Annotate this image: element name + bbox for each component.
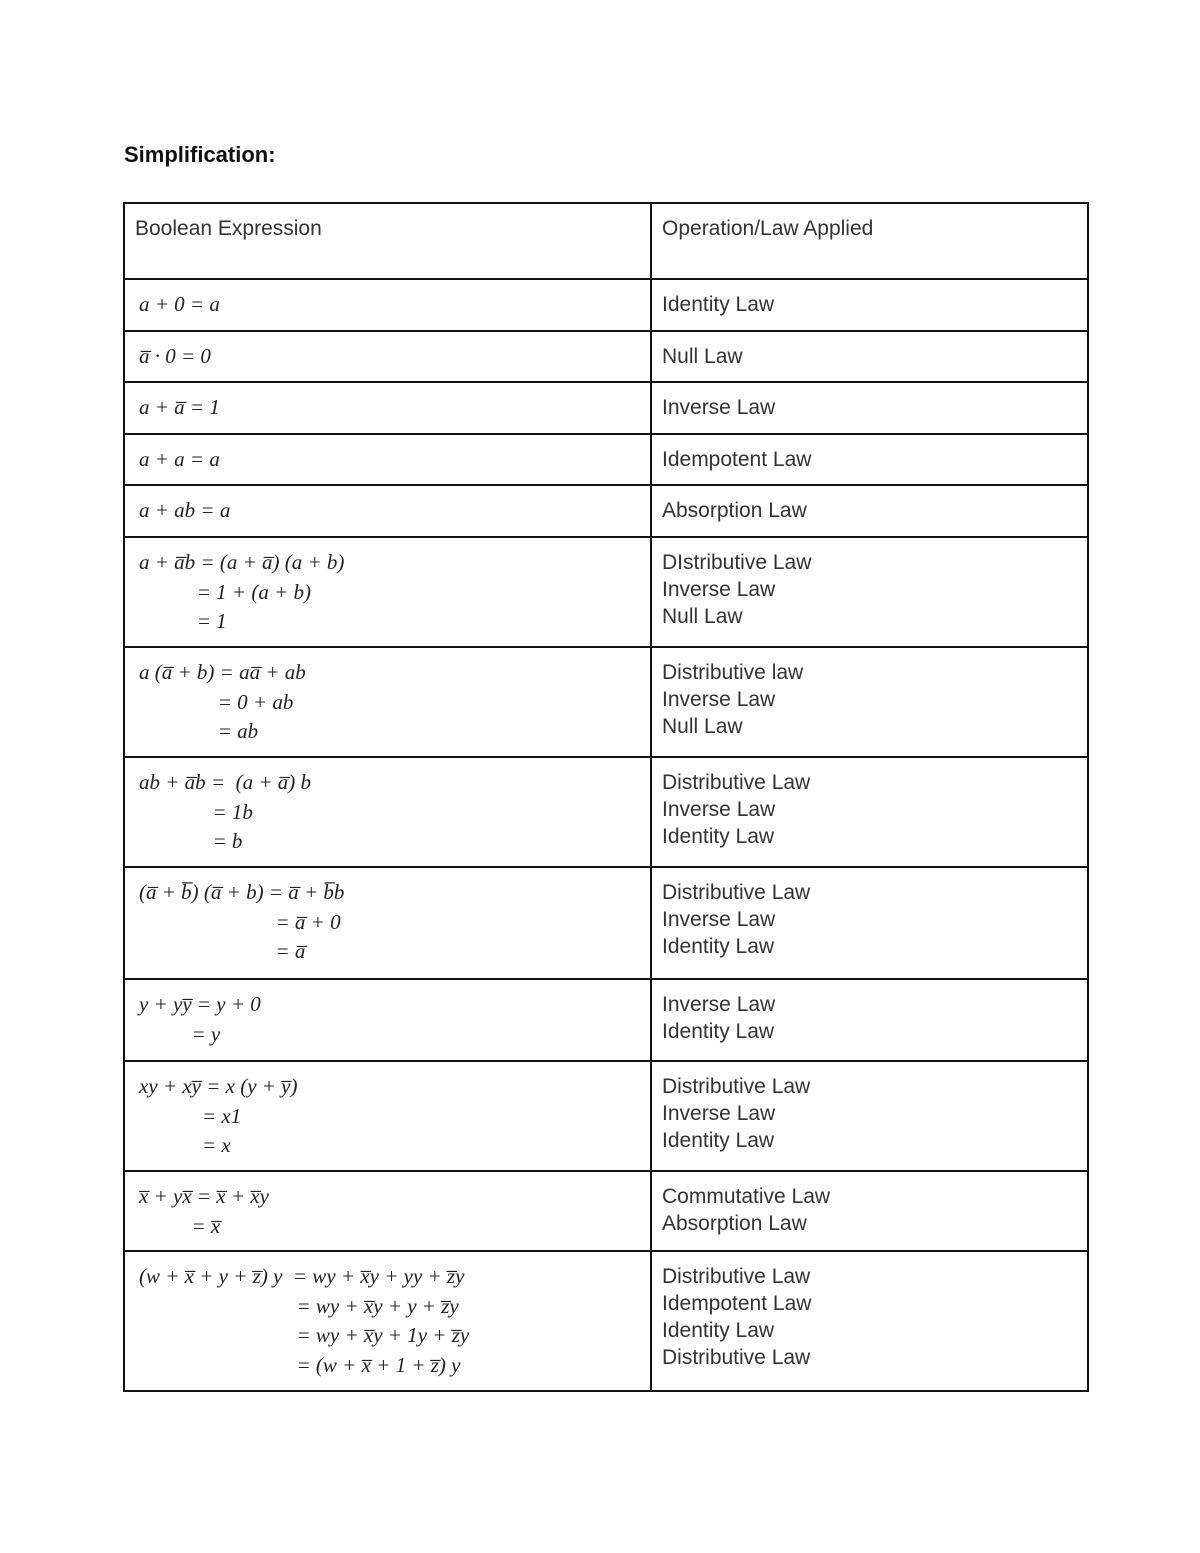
law-cell — [651, 434, 1088, 485]
law-name: Idempotent Law — [662, 1292, 812, 1315]
expression-line: = (w + x̅ + 1 + z̅) y — [139, 1352, 461, 1377]
expression-cell — [124, 647, 651, 757]
expression-cell — [124, 867, 651, 979]
table-row — [124, 979, 1088, 1061]
law-list — [652, 1252, 1087, 1371]
law-name: Distributive Law — [662, 771, 811, 794]
expression-cell — [124, 434, 651, 485]
law-name: Identity Law — [662, 1319, 775, 1342]
law-list — [652, 486, 1087, 524]
law-list — [652, 1172, 1087, 1237]
expression-cell — [124, 757, 651, 867]
table-row — [124, 279, 1088, 331]
header-boolean-expression: Boolean Expression — [135, 217, 322, 240]
law-name: Inverse Law — [662, 688, 776, 711]
expression-line: x̅ + yx̅ = x̅ + x̅y — [139, 1184, 269, 1208]
expression-cell — [124, 1171, 651, 1251]
expression-line: a̅ · 0 = 0 — [139, 344, 211, 368]
table-row — [124, 485, 1088, 537]
expression-line: = 1 + (a + b) — [139, 579, 311, 604]
law-list — [652, 758, 1087, 850]
law-name: Identity Law — [662, 293, 775, 316]
law-cell — [651, 382, 1088, 434]
law-list — [652, 538, 1087, 630]
law-cell — [651, 867, 1088, 979]
expression-line: = x̅ — [139, 1213, 221, 1238]
law-list — [652, 435, 1087, 473]
page-title: Simplification: — [124, 142, 276, 167]
law-name: Identity Law — [662, 1129, 775, 1152]
law-cell — [651, 979, 1088, 1061]
expression-line: = 0 + ab — [139, 689, 294, 714]
law-list — [652, 383, 1087, 421]
expression-line: = x1 — [139, 1103, 242, 1128]
boolean-expression — [125, 1062, 650, 1161]
law-name: Commutative Law — [662, 1185, 831, 1208]
table-row — [124, 382, 1088, 434]
law-name: Null Law — [662, 345, 743, 368]
expression-line: (w + x̅ + y + z̅) y = wy + x̅y + yy + z̅y — [139, 1264, 465, 1288]
law-cell — [651, 537, 1088, 647]
expression-line: a (a̅ + b) = aa̅ + ab — [139, 660, 306, 684]
table-row — [124, 331, 1088, 382]
boolean-expression — [125, 1252, 650, 1380]
expression-line: xy + xy̅ = x (y + y̅) — [139, 1074, 298, 1098]
table-header-row — [124, 203, 1088, 279]
law-name: DIstributive Law — [662, 551, 812, 574]
boolean-expression — [125, 868, 650, 967]
law-name: Distributive Law — [662, 1075, 811, 1098]
expression-line: y + yy̅ = y + 0 — [139, 992, 261, 1016]
law-name: Idempotent Law — [662, 448, 812, 471]
expression-line: = a̅ + 0 — [139, 909, 341, 934]
law-cell — [651, 757, 1088, 867]
law-name: Absorption Law — [662, 499, 807, 522]
law-cell — [651, 647, 1088, 757]
expression-cell — [124, 485, 651, 537]
law-name: Null Law — [662, 605, 743, 628]
table-row — [124, 434, 1088, 485]
expression-line: a + a = a — [139, 447, 220, 471]
law-cell — [651, 1171, 1088, 1251]
expression-line: = wy + x̅y + 1y + z̅y — [139, 1323, 470, 1347]
expression-cell — [124, 537, 651, 647]
header-cell-expression — [124, 203, 651, 279]
expression-line: a + a̅b = (a + a̅) (a + b) — [139, 550, 345, 574]
law-list — [652, 332, 1087, 370]
expression-cell — [124, 1251, 651, 1391]
table-row — [124, 1061, 1088, 1171]
table-row — [124, 537, 1088, 647]
boolean-expression — [125, 383, 650, 423]
law-name: Inverse Law — [662, 908, 776, 931]
boolean-expression — [125, 332, 650, 372]
expression-cell — [124, 279, 651, 331]
expression-line: = a̅ — [139, 939, 306, 963]
boolean-expression — [125, 435, 650, 475]
law-name: Distributive law — [662, 661, 804, 684]
expression-cell — [124, 979, 651, 1061]
law-cell — [651, 485, 1088, 537]
expression-line: = x — [139, 1133, 231, 1157]
boolean-expression — [125, 1172, 650, 1241]
expression-line: = ab — [139, 719, 259, 743]
expression-line: = y — [139, 1021, 221, 1046]
expression-cell — [124, 382, 651, 434]
expression-line: = wy + x̅y + y + z̅y — [139, 1293, 459, 1318]
law-cell — [651, 1061, 1088, 1171]
law-name: Inverse Law — [662, 798, 776, 821]
law-name: Inverse Law — [662, 396, 776, 419]
table-row — [124, 1171, 1088, 1251]
expression-line: = 1b — [139, 799, 253, 824]
expression-cell — [124, 1061, 651, 1171]
law-list — [652, 280, 1087, 318]
law-name: Inverse Law — [662, 578, 776, 601]
boolean-expression — [125, 538, 650, 637]
boolean-expression — [125, 280, 650, 320]
expression-line: = 1 — [139, 609, 227, 633]
law-name: Distributive Law — [662, 1265, 811, 1288]
table-row — [124, 647, 1088, 757]
law-name: Null Law — [662, 715, 743, 738]
expression-line: ab + a̅b = (a + a̅) b — [139, 770, 311, 794]
boolean-expression — [125, 486, 650, 526]
law-name: Inverse Law — [662, 1102, 776, 1125]
expression-cell — [124, 331, 651, 382]
law-cell — [651, 1251, 1088, 1391]
expression-line: a + 0 = a — [139, 292, 220, 316]
table-row — [124, 757, 1088, 867]
law-name: Distributive Law — [662, 881, 811, 904]
law-name: Distributive Law — [662, 1346, 811, 1369]
boolean-expression — [125, 648, 650, 747]
expression-line: a + a̅ = 1 — [139, 395, 220, 419]
boolean-expression — [125, 758, 650, 857]
law-list — [652, 1062, 1087, 1154]
boolean-expression — [125, 980, 650, 1049]
law-cell — [651, 279, 1088, 331]
law-list — [652, 980, 1087, 1045]
table-row — [124, 1251, 1088, 1391]
expression-line: = b — [139, 829, 243, 853]
law-name: Inverse Law — [662, 993, 776, 1016]
law-list — [652, 648, 1087, 740]
law-list — [652, 868, 1087, 960]
simplification-table — [123, 202, 1089, 1392]
header-cell-law — [651, 203, 1088, 279]
law-name: Identity Law — [662, 935, 775, 958]
expression-line: (a̅ + b̅̅) (a̅ + b) = a̅ + b̅̅b — [139, 880, 345, 904]
header-operation-law: Operation/Law Applied — [662, 217, 874, 240]
law-cell — [651, 331, 1088, 382]
law-name: Identity Law — [662, 825, 775, 848]
law-name: Identity Law — [662, 1020, 775, 1043]
table-row — [124, 867, 1088, 979]
law-name: Absorption Law — [662, 1212, 807, 1235]
expression-line: a + ab = a — [139, 498, 231, 522]
